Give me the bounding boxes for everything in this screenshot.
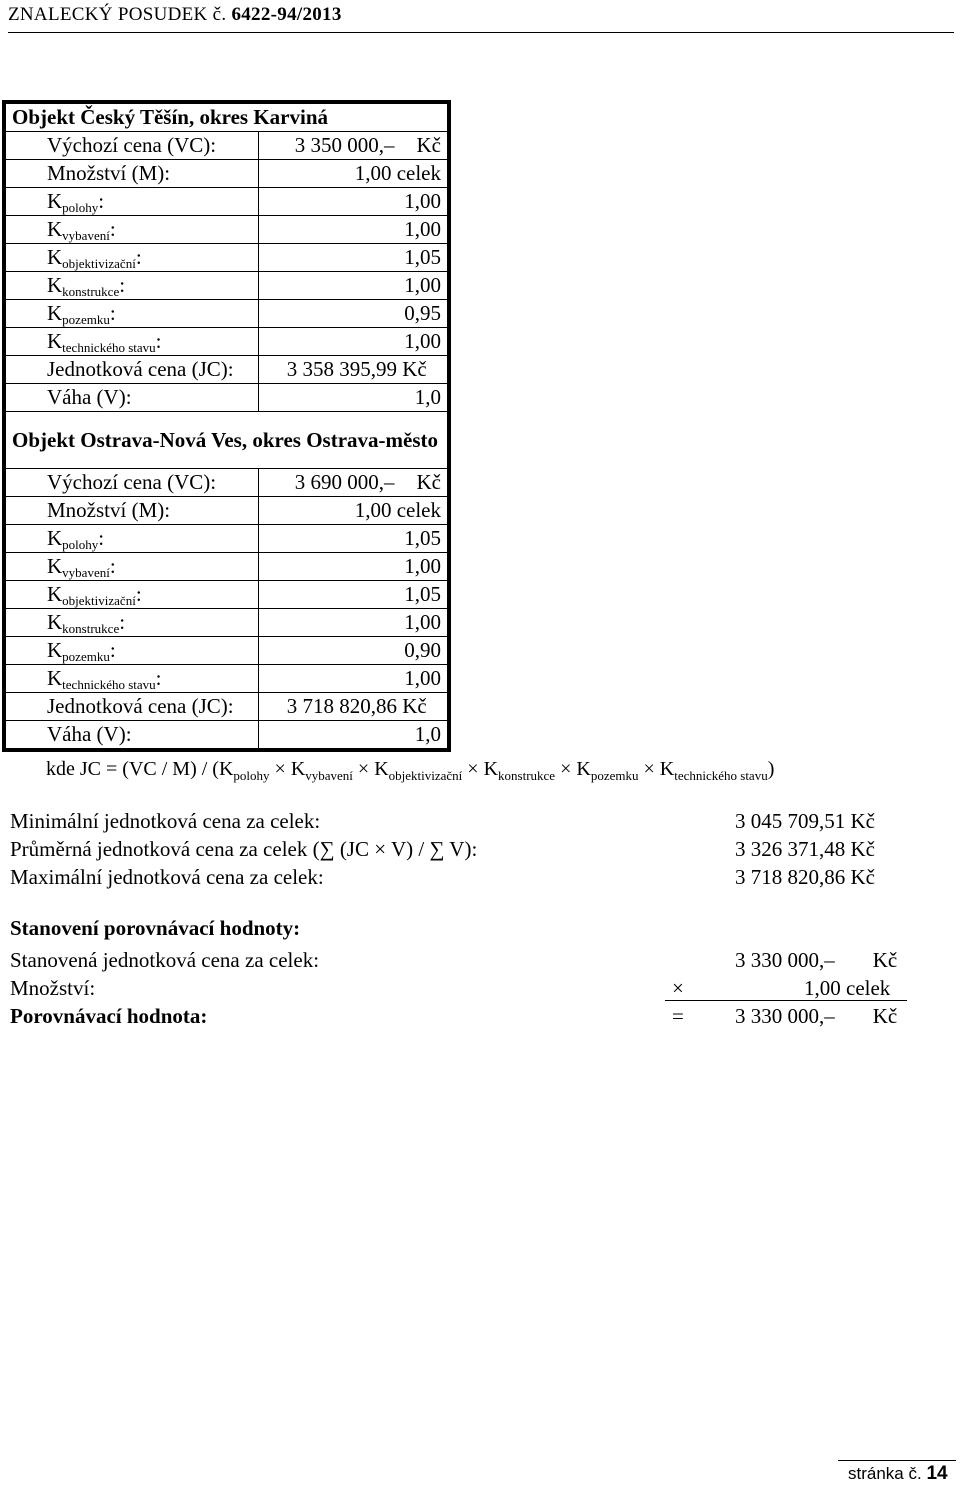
determined-price-value: 3 330 000,– Kč — [735, 948, 898, 972]
coefficient-label: $K_{konstrukce}$: — [4, 272, 258, 300]
coefficient-row — [4, 581, 449, 609]
page-footer: stránka č. 14 — [848, 1463, 948, 1484]
header-prefix: ZNALECKÝ POSUDEK č. — [8, 4, 227, 25]
object-title-row — [4, 412, 449, 469]
coefficient-label: $K_{polohy}$: — [4, 525, 258, 553]
sum-line — [665, 1000, 907, 1001]
coefficient-row — [4, 637, 449, 665]
coefficient-value: 1,00 — [258, 188, 449, 216]
weight-value: 1,0 — [258, 384, 449, 412]
object-title: Objekt Ostrava-Nová Ves, okres Ostrava-město — [4, 412, 449, 469]
coefficient-label: $K_{vybavení}$: — [4, 553, 258, 581]
coefficient-row — [4, 328, 449, 356]
coefficient-row — [4, 525, 449, 553]
weight-row — [4, 384, 449, 412]
unit-price-label: Jednotková cena (JC): — [4, 693, 258, 721]
quantity-row — [4, 160, 449, 188]
coefficient-value: 1,05 — [258, 581, 449, 609]
weight-label: Váha (V): — [4, 721, 258, 751]
weight-label: Váha (V): — [4, 384, 258, 412]
unit-price-value: 3 358 395,99 Kč — [258, 356, 449, 384]
avg-price-value: 3 326 371,48 Kč — [735, 837, 875, 861]
formula: kde JC = $(VC / M) / (K_{polohy} \times K_{vybavení} \times K_{objektivizační} \times K_{konstrukce} \times K_{pozemku} \times K_{technického stavu})$ — [46, 758, 775, 783]
coefficient-value: 1,00 — [258, 665, 449, 693]
coefficient-row — [4, 553, 449, 581]
coefficient-label: $K_{technického stavu}$: — [4, 665, 258, 693]
document-header — [8, 2, 954, 33]
coefficient-row — [4, 244, 449, 272]
coefficient-label: $K_{objektivizační}$: — [4, 244, 258, 272]
quantity-label: Množství: — [10, 976, 96, 1000]
coefficient-value: 1,00 — [258, 328, 449, 356]
coefficient-row — [4, 665, 449, 693]
min-price-label: Minimální jednotková cena za celek: — [10, 809, 321, 833]
object-title: Objekt Český Těšín, okres Karviná — [4, 102, 449, 132]
coefficient-value: 1,00 — [258, 216, 449, 244]
quantity-value: 1,00 celek — [258, 497, 449, 525]
vc-value: 3 350 000,– Kč — [258, 132, 449, 160]
coefficient-label: $K_{pozemku}$: — [4, 637, 258, 665]
unit-price-value: 3 718 820,86 Kč — [258, 693, 449, 721]
weight-row — [4, 721, 449, 751]
coefficient-label: $K_{vybavení}$: — [4, 216, 258, 244]
coefficient-value: 1,05 — [258, 244, 449, 272]
coefficient-value: 1,00 — [258, 553, 449, 581]
vc-label: Výchozí cena (VC): — [4, 469, 258, 497]
coefficient-label: $K_{technického stavu}$: — [4, 328, 258, 356]
avg-price-label: Průměrná jednotková cena za celek (∑ (JC × V) / ∑ V): — [10, 837, 478, 861]
comparative-value-label: Porovnávací hodnota: — [10, 1004, 208, 1028]
unit-price-row — [4, 693, 449, 721]
unit-price-row — [4, 356, 449, 384]
unit-price-label: Jednotková cena (JC): — [4, 356, 258, 384]
min-price-value: 3 045 709,51 Kč — [735, 809, 875, 833]
vc-value: 3 690 000,– Kč — [258, 469, 449, 497]
vc-label: Výchozí cena (VC): — [4, 132, 258, 160]
coefficient-value: 1,05 — [258, 525, 449, 553]
vc-row — [4, 132, 449, 160]
coefficient-value: 0,90 — [258, 637, 449, 665]
max-price-value: 3 718 820,86 Kč — [735, 865, 875, 889]
equals-sign: = — [672, 1004, 684, 1028]
coefficient-row — [4, 188, 449, 216]
coefficient-label: $K_{objektivizační}$: — [4, 581, 258, 609]
quantity-value: 1,00 celek — [258, 160, 449, 188]
determined-price-label: Stanovená jednotková cena za celek: — [10, 948, 320, 972]
coefficient-label: $K_{pozemku}$: — [4, 300, 258, 328]
comparative-value: 3 330 000,– Kč — [735, 1004, 898, 1028]
max-price-label: Maximální jednotková cena za celek: — [10, 865, 324, 889]
header-number: 6422-94/2013 — [231, 4, 342, 25]
coefficient-value: 1,00 — [258, 609, 449, 637]
quantity-value: 1,00 celek — [804, 976, 891, 1000]
coefficient-label: $K_{polohy}$: — [4, 188, 258, 216]
coefficient-label: $K_{konstrukce}$: — [4, 609, 258, 637]
coefficient-row — [4, 300, 449, 328]
quantity-row — [4, 497, 449, 525]
coefficient-row — [4, 609, 449, 637]
quantity-label: Množství (M): — [4, 497, 258, 525]
coefficient-row — [4, 272, 449, 300]
coefficient-value: 1,00 — [258, 272, 449, 300]
times-sign: × — [672, 976, 684, 1000]
object-title-row — [4, 102, 449, 132]
determination-heading: Stanovení porovnávací hodnoty: — [10, 916, 301, 940]
comparison-table — [2, 100, 451, 752]
weight-value: 1,0 — [258, 721, 449, 751]
vc-row — [4, 469, 449, 497]
coefficient-row — [4, 216, 449, 244]
footer-line — [838, 1460, 956, 1461]
quantity-label: Množství (M): — [4, 160, 258, 188]
coefficient-value: 0,95 — [258, 300, 449, 328]
